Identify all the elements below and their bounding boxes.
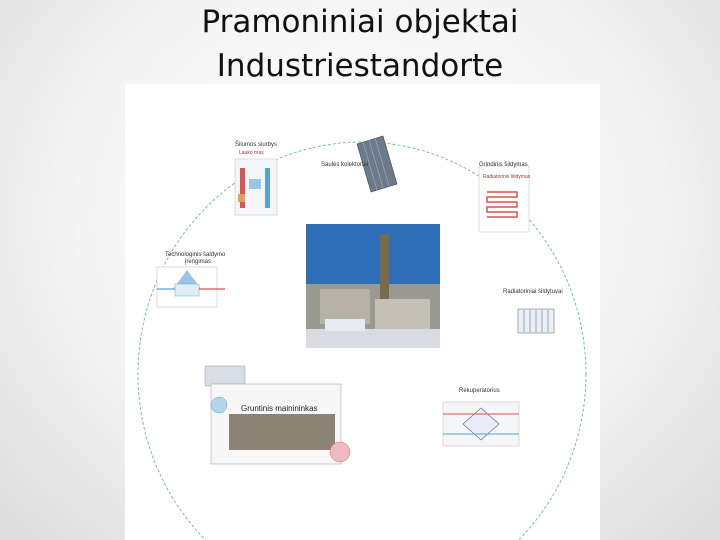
- slide-title: [0, 0, 720, 88]
- label-process-cooling-sub: įrengimas: [185, 259, 212, 265]
- label-floor-heating-sub: Radiatorinis šildymas: [483, 174, 531, 180]
- label-radiators: Radiatoriniai šildytuvai: [503, 289, 563, 295]
- label-solar: Saulės kolektoriai: [321, 162, 369, 168]
- industrial-site-photo: [306, 224, 440, 348]
- title-line-1: Pramoniniai objektai: [201, 4, 519, 40]
- industrial-diagram: [125, 84, 600, 540]
- label-ground-exchanger: Gruntinis mainininkas: [241, 404, 318, 413]
- diagram-graphics: [125, 84, 600, 540]
- radiator-unit: [518, 309, 554, 333]
- label-heat-pump-sub: Lauko oras: [239, 150, 264, 156]
- heat-recovery-unit: [443, 402, 519, 446]
- label-heat-pump: Šilumos siurbys: [235, 142, 278, 148]
- label-heat-recovery: Rekuperatorius: [459, 388, 500, 394]
- process-cooling-unit: [157, 267, 225, 307]
- heat-pump-unit: [235, 159, 277, 215]
- ground-exchanger: [205, 366, 350, 464]
- label-floor-heating: Grindinis šildymas: [479, 162, 528, 168]
- label-process-cooling: Technologinis šaldymo: [165, 252, 226, 258]
- title-line-2: Industriestandorte: [216, 48, 504, 84]
